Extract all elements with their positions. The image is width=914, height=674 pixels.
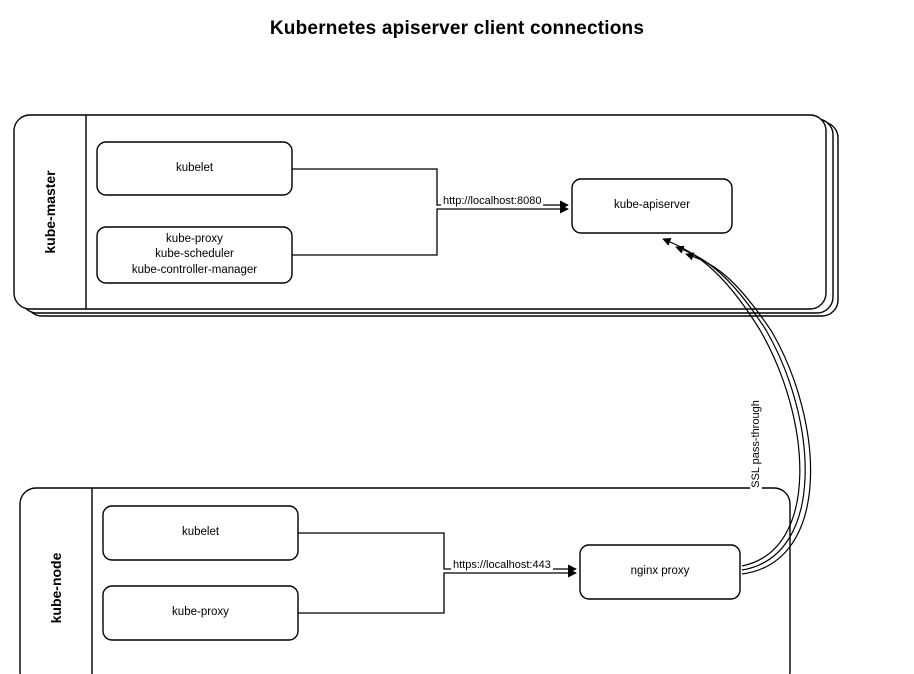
edge-label-node-https: https://localhost:443 — [453, 559, 551, 571]
node-box-master-kubelet — [97, 142, 292, 195]
node-box-node-kube-proxy — [103, 586, 298, 640]
node-box-kube-apiserver — [572, 179, 732, 233]
edge-label-ssl-pass-through: SSL pass-through — [750, 392, 762, 496]
node-label-kube-apiserver: kube-apiserver — [613, 199, 691, 212]
node-label-node-kube-proxy: kube-proxy — [172, 606, 229, 619]
node-box-master-components — [97, 227, 292, 283]
node-label-nginx-proxy: nginx proxy — [630, 565, 690, 578]
group-label-kube-master: kube-master — [42, 170, 58, 254]
node-box-node-kubelet — [103, 506, 298, 560]
diagram-title: Kubernetes apiserver client connections — [269, 18, 645, 39]
node-label-master-components: kube-proxy kube-scheduler kube-controller-manager — [131, 232, 258, 276]
node-label-node-kubelet: kubelet — [181, 526, 220, 539]
edge-label-master-http: http://localhost:8080 — [443, 195, 542, 207]
group-label-kube-node: kube-node — [48, 552, 64, 624]
node-label-master-kubelet: kubelet — [175, 161, 214, 174]
node-box-nginx-proxy — [580, 545, 740, 599]
